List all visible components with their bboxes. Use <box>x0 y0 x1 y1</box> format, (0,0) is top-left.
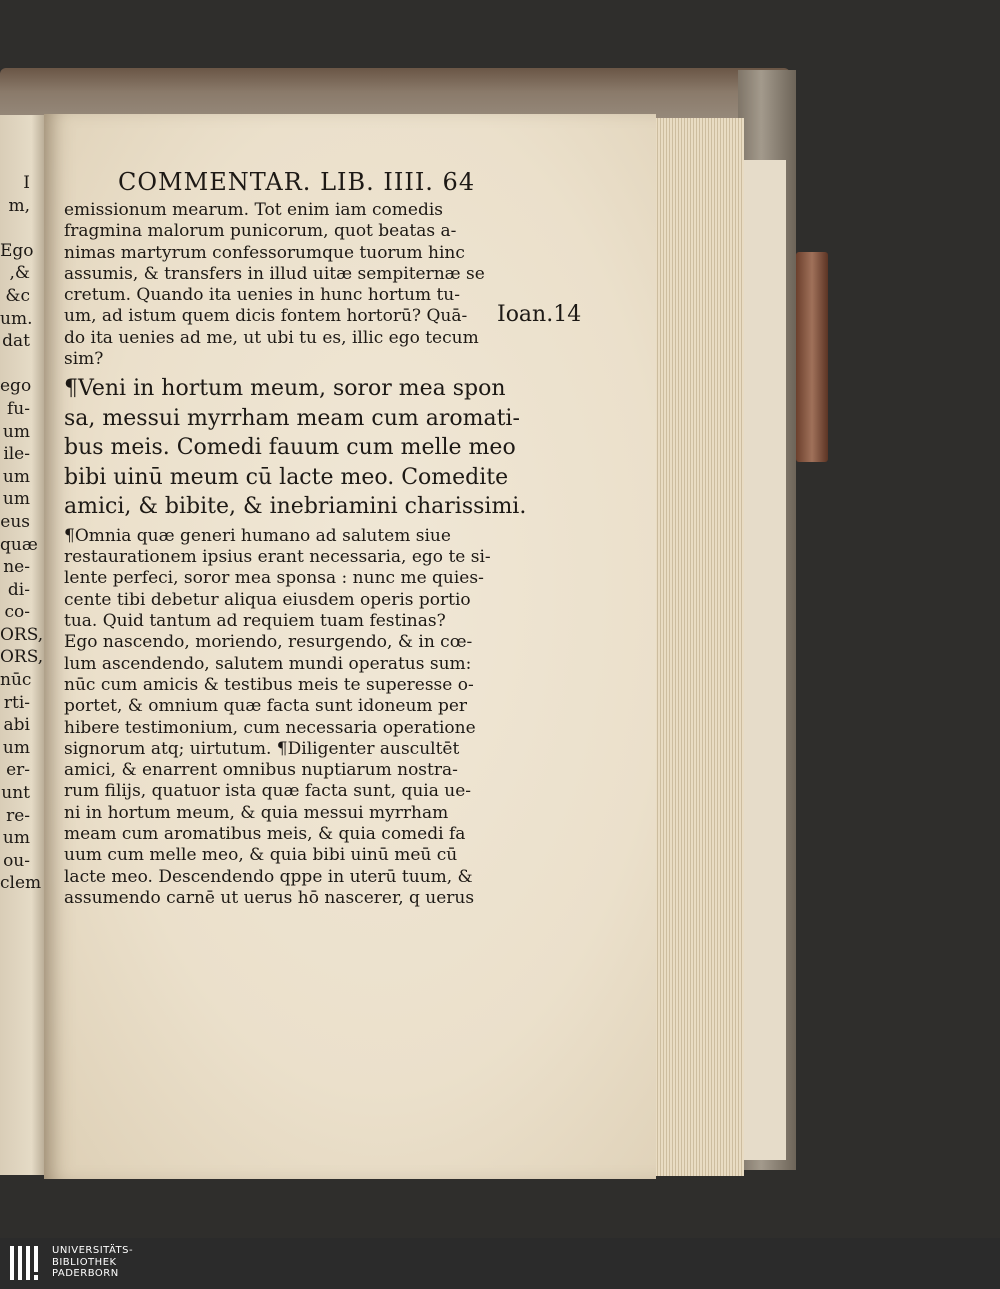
left-page-margin-fragments <box>0 172 44 895</box>
margin-fragment: dat <box>2 331 30 352</box>
main-text-block <box>64 200 527 909</box>
scripture-verse <box>64 374 527 522</box>
text-line: cente tibi debetur aliqua eiusdem operis portio <box>64 589 471 610</box>
margin-fragment: m, <box>8 195 30 216</box>
margin-fragment: quæ <box>0 534 38 555</box>
text-line: nimas martyrum confessorumque tuorum hinc <box>64 242 465 263</box>
text-line: restaurationem ipsius erant necessaria, ego te si- <box>64 547 491 568</box>
margin-fragment: rti- <box>3 692 30 713</box>
library-logo-icon <box>10 1246 46 1280</box>
margin-fragment: fu- <box>7 398 30 419</box>
text-line: rum filijs, quatuor ista quæ facta sunt, quia ue- <box>64 781 472 802</box>
back-board <box>740 160 786 1160</box>
margin-fragment: co- <box>4 602 30 623</box>
text-line: emissionum mearum. Tot enim iam comedis <box>64 200 444 220</box>
margin-fragment: um <box>2 737 30 758</box>
verse-line: bibi uinū meum cū lacte meo. Comedite <box>64 464 509 490</box>
text-line: lum ascendendo, salutem mundi operatus sum: <box>64 653 472 674</box>
margin-fragment: di- <box>7 579 30 600</box>
margin-fragment: Ego <box>0 240 34 261</box>
verse-line: sa, messui myrrham meam cum aromati- <box>64 405 520 431</box>
book-clasp <box>796 252 828 462</box>
margin-fragment: re- <box>6 805 30 826</box>
text-line: do ita uenies ad me, ut ubi tu es, illic ego tecum <box>64 327 479 348</box>
text-line: hibere testimonium, cum necessaria operatione <box>64 717 476 738</box>
margin-fragment: unt <box>1 783 30 804</box>
text-line: signorum atq; uirtutum. ¶Diligenter auscultēt <box>64 738 460 759</box>
commentary-paragraph-2 <box>64 525 491 909</box>
library-name-line-2: BIBLIOTHEK <box>52 1256 117 1268</box>
library-name-line-1: UNIVERSITÄTS- <box>52 1245 134 1256</box>
margin-fragment: ile- <box>3 444 30 465</box>
text-line: amici, & enarrent omnibus nuptiarum nostra- <box>64 760 458 781</box>
margin-fragment: clem <box>0 873 42 894</box>
marginal-note: Ioan.14 <box>497 302 582 327</box>
text-line: nūc cum amicis & testibus meis te superesse o- <box>64 674 474 695</box>
margin-fragment: ,& <box>9 263 30 284</box>
margin-fragment: um. <box>0 308 33 329</box>
text-line: ni in hortum meum, & quia messui myrrham <box>64 802 449 823</box>
margin-fragment <box>0 217 30 240</box>
margin-fragment: ORS, <box>0 624 44 645</box>
margin-fragment: I <box>23 173 30 193</box>
margin-fragment: nūc <box>0 670 32 691</box>
text-line: um, ad istum quem dicis fontem hortorū? Quā- <box>64 306 468 327</box>
text-line: lacte meo. Descendendo qppe in uterū tuum, & <box>64 866 473 887</box>
verse-line: bus meis. Comedi fauum cum melle meo <box>64 435 516 461</box>
text-line: assumendo carnē ut uerus hō nascerer, q uerus <box>64 887 475 908</box>
page-edges <box>652 118 744 1176</box>
margin-fragment: abi <box>3 715 30 736</box>
margin-fragment <box>0 353 30 376</box>
margin-fragment: eus <box>0 511 30 532</box>
text-line: tua. Quid tantum ad requiem tuam festinas? <box>64 611 446 632</box>
text-line: meam cum aromatibus meis, & quia comedi fa <box>64 824 466 845</box>
margin-fragment: ORS, <box>0 647 44 668</box>
margin-fragment: ne- <box>3 557 30 578</box>
library-name-line-3: PADERBORN <box>52 1268 119 1279</box>
text-line: ¶Omnia quæ generi humano ad salutem siue <box>64 525 451 546</box>
margin-fragment: um <box>2 421 30 442</box>
library-footer <box>0 1238 1000 1289</box>
text-line: Ego nascendo, moriendo, resurgendo, & in cœ- <box>64 632 473 653</box>
margin-fragment: um <box>2 489 30 510</box>
library-name <box>52 1245 133 1280</box>
margin-fragment: ou- <box>3 850 30 871</box>
margin-fragment: &c <box>5 285 30 306</box>
verse-line: amici, & bibite, & inebriamini charissimi. <box>64 494 527 520</box>
margin-fragment: um <box>2 828 30 849</box>
text-line: cretum. Quando ita uenies in hunc hortum tu- <box>64 285 460 306</box>
text-line: portet, & omnium quæ facta sunt idoneum per <box>64 696 468 717</box>
text-line: uum cum melle meo, & quia bibi uinū meū cū <box>64 845 458 866</box>
text-line: sim? <box>64 349 104 370</box>
margin-fragment: ego <box>0 376 32 397</box>
text-line: assumis, & transfers in illud uitæ sempiternæ se <box>64 263 485 284</box>
text-line: lente perfeci, soror mea sponsa : nunc me quies- <box>64 568 484 589</box>
margin-fragment: um <box>2 466 30 487</box>
text-line: fragmina malorum punicorum, quot beatas a- <box>64 221 457 242</box>
verse-line: ¶Veni in hortum meum, soror mea spon <box>64 376 506 402</box>
running-head: COMMENTAR. LIB. IIII. 64 <box>118 168 476 196</box>
commentary-paragraph-1 <box>64 200 484 370</box>
margin-fragment: er- <box>6 760 30 781</box>
